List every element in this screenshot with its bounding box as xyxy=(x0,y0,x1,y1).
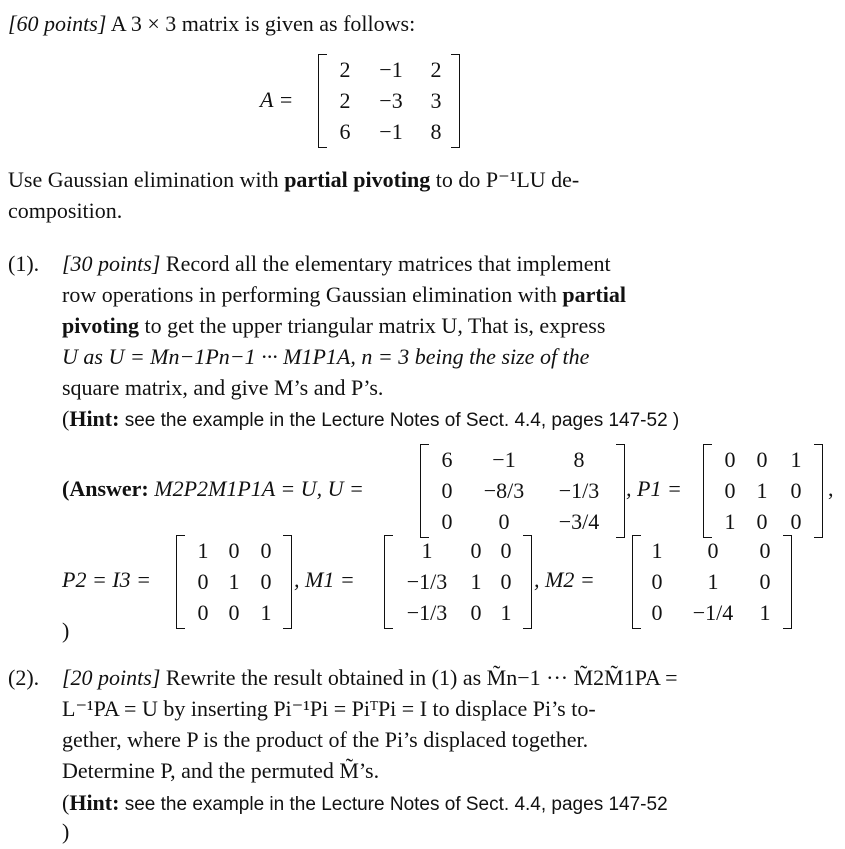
matrix-m1-cell: 1 xyxy=(421,538,433,563)
matrix-m1-cell: 1 xyxy=(470,569,482,594)
intro-text-post: to do P⁻¹LU de- xyxy=(430,167,580,192)
part1-line-1 xyxy=(62,250,611,278)
matrix-m2-cell: 1 xyxy=(759,600,771,625)
trailing-comma: , xyxy=(828,476,834,501)
matrix-a xyxy=(318,54,460,148)
matrix-u-cell: −3/4 xyxy=(558,509,600,534)
hint-label: Hint: xyxy=(69,406,120,431)
part1-bold: pivoting xyxy=(62,313,140,338)
answer-label xyxy=(62,475,364,503)
matrix-p2-cell: 0 xyxy=(197,569,209,594)
matrix-u-cell: 8 xyxy=(573,447,585,472)
matrix-p1-cell: 1 xyxy=(724,509,736,534)
m2-label: , M2 = xyxy=(534,567,595,592)
part2-number: (2). xyxy=(8,665,40,690)
matrix-p2-cell: 0 xyxy=(197,600,209,625)
matrix-u-cell: −1/3 xyxy=(558,478,600,503)
part2-hint xyxy=(62,789,668,819)
matrix-p1-cell: 1 xyxy=(756,478,768,503)
matrix-p1-cell: 1 xyxy=(790,447,802,472)
part1-text: Record all the elementary matrices that implement xyxy=(165,251,611,276)
matrix-p2-cell: 0 xyxy=(260,569,272,594)
matrix-u-cell: 6 xyxy=(441,447,453,472)
hint-paren: ( xyxy=(62,406,70,431)
matrix-m1-cell: 0 xyxy=(470,600,482,625)
matrix-m2-cell: 0 xyxy=(707,538,719,563)
matrix-m2-cell: 1 xyxy=(651,538,663,563)
problem-header xyxy=(8,10,415,38)
part1-number: (1). xyxy=(8,251,40,276)
p1-label: , P1 = xyxy=(626,476,682,501)
matrix-a-cell: 2 xyxy=(339,88,351,113)
part2-points: [20 points] xyxy=(62,665,161,690)
matrix-p2 xyxy=(176,535,292,629)
matrix-m2-cell: 0 xyxy=(759,538,771,563)
matrix-m1-cell: 0 xyxy=(500,569,512,594)
matrix-p1-cell: 0 xyxy=(724,478,736,503)
hint-text: see the example in the Lecture Notes of Sect. 4.4, pages 147-52 ) xyxy=(119,410,680,431)
matrix-p2-cell: 1 xyxy=(197,538,209,563)
m1-label: , M1 = xyxy=(294,567,355,592)
part1-text: to get the upper triangular matrix U, That is, express xyxy=(139,313,606,338)
matrix-p1-cell: 0 xyxy=(790,509,802,534)
matrix-a-cell: −3 xyxy=(379,88,403,113)
matrix-m2-cell: −1/4 xyxy=(692,600,734,625)
matrix-a-cell: 6 xyxy=(339,119,351,144)
part1-bold: partial xyxy=(562,282,626,307)
part2-line-4: Determine P, and the permuted M̃’s. xyxy=(62,758,380,783)
matrix-a-cell: −1 xyxy=(379,119,403,144)
part1-line-5: square matrix, and give M’s and P’s. xyxy=(62,375,384,400)
part1-hint xyxy=(62,405,679,435)
matrix-p1-cell: 0 xyxy=(756,447,768,472)
part1-line-2 xyxy=(62,281,626,309)
answer-close: ) xyxy=(62,618,70,643)
part2-text: Rewrite the result obtained in (1) as M̃n−1 ··· M̃2M̃1PA = xyxy=(165,665,678,690)
matrix-p1 xyxy=(703,444,823,538)
matrix-u-cell: 0 xyxy=(498,509,510,534)
matrix-a-cell: −1 xyxy=(379,57,403,82)
part1-line-4: U as U = Mn−1Pn−1 ··· M1P1A, n = 3 being the size of the xyxy=(62,344,590,369)
hint-label: Hint: xyxy=(69,790,120,815)
part2-line-3: gether, where P is the product of the Pi’s displaced together. xyxy=(62,727,589,752)
problem-header-text: A 3 × 3 matrix is given as follows: xyxy=(110,11,416,36)
problem-points: [60 points] xyxy=(8,11,107,36)
part2-line-1 xyxy=(62,664,678,692)
matrix-m1-cell: 0 xyxy=(470,538,482,563)
matrix-p2-cell: 1 xyxy=(260,600,272,625)
matrix-m2 xyxy=(632,535,792,629)
matrix-m1 xyxy=(384,535,532,629)
matrix-a-cell: 2 xyxy=(430,57,442,82)
intro-line-2: composition. xyxy=(8,198,123,223)
matrix-m1-cell: −1/3 xyxy=(406,600,448,625)
intro-bold: partial pivoting xyxy=(284,167,431,192)
matrix-m2-cell: 1 xyxy=(707,569,719,594)
intro-line-1 xyxy=(8,166,579,194)
matrix-u-cell: 0 xyxy=(441,478,453,503)
matrix-m1-cell: 0 xyxy=(500,538,512,563)
part1-line-3 xyxy=(62,312,605,340)
matrix-a-label: A = xyxy=(260,87,294,112)
matrix-p1-cell: 0 xyxy=(790,478,802,503)
matrix-m1-cell: −1/3 xyxy=(406,569,448,594)
matrix-p2-cell: 0 xyxy=(228,600,240,625)
matrix-a-cell: 2 xyxy=(339,57,351,82)
answer-equation: M2P2M1P1A = U, U = xyxy=(148,476,364,501)
matrix-a-cell: 8 xyxy=(430,119,442,144)
matrix-p2-cell: 0 xyxy=(228,538,240,563)
answer-bold: (Answer: xyxy=(62,476,149,501)
matrix-m1-cell: 1 xyxy=(500,600,512,625)
matrix-p2-cell: 0 xyxy=(260,538,272,563)
matrix-a-cell: 3 xyxy=(430,88,442,113)
matrix-u-cell: −1 xyxy=(492,447,516,472)
part2-line-2: L⁻¹PA = U by inserting Pi⁻¹Pi = PiᵀPi = I to displace Pi’s to- xyxy=(62,696,596,721)
matrix-u-cell: −8/3 xyxy=(483,478,525,503)
matrix-p2-cell: 1 xyxy=(228,569,240,594)
part1-points: [30 points] xyxy=(62,251,161,276)
hint-paren: ( xyxy=(62,790,70,815)
part2-hint-close: ) xyxy=(62,819,70,844)
matrix-u xyxy=(420,444,625,538)
intro-text: Use Gaussian elimination with xyxy=(8,167,285,192)
matrix-u-cell: 0 xyxy=(441,509,453,534)
matrix-p1-cell: 0 xyxy=(724,447,736,472)
p2-label: P2 = I3 = xyxy=(62,567,151,592)
matrix-m2-cell: 0 xyxy=(651,569,663,594)
matrix-m2-cell: 0 xyxy=(651,600,663,625)
matrix-m2-cell: 0 xyxy=(759,569,771,594)
hint-text: see the example in the Lecture Notes of Sect. 4.4, pages 147-52 xyxy=(119,794,668,815)
part1-text: row operations in performing Gaussian elimination with xyxy=(62,282,563,307)
matrix-p1-cell: 0 xyxy=(756,509,768,534)
